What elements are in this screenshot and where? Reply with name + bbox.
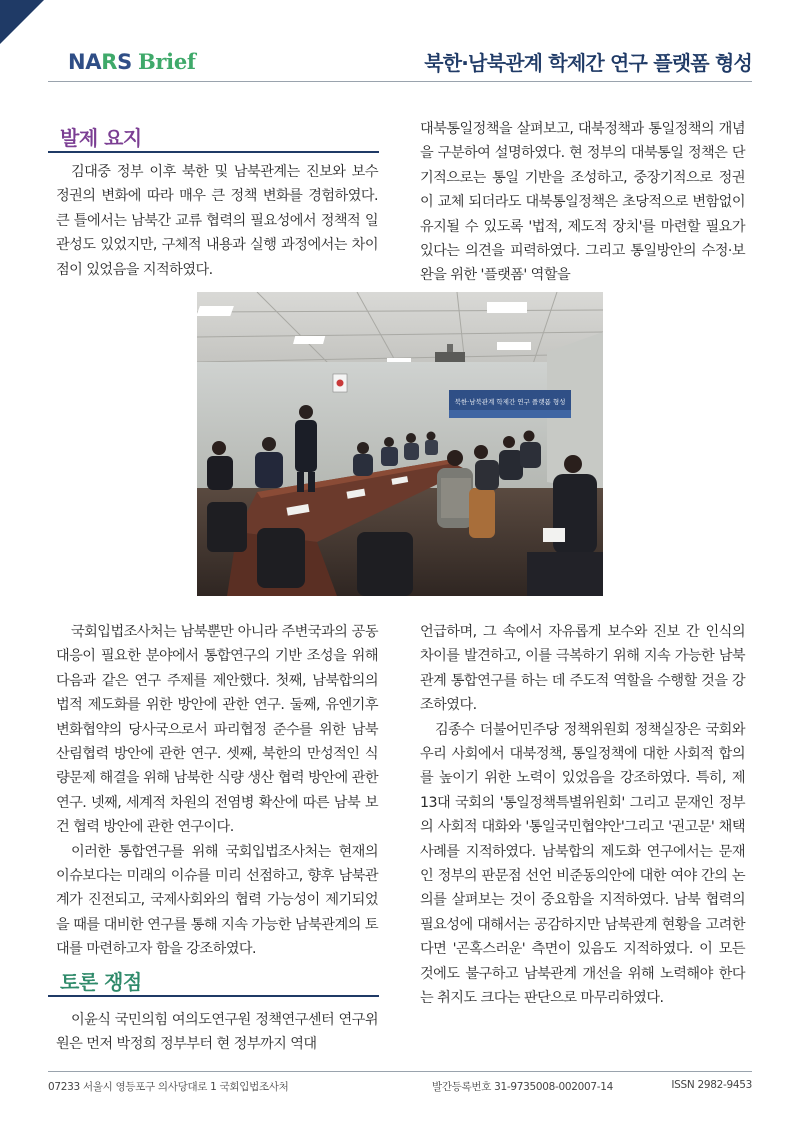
- header-divider: [48, 81, 752, 82]
- paragraph: 국회입법조사처는 남북뿐만 아니라 주변국과의 공동 대응이 필요한 분야에서 통합연구의 기반 조성을 위해 다음과 같은 연구 주제를 제안했다. 첫째, 남북합의의 법적 제도화를 위한 방안에 관한 연구. 둘째, 유엔기후 변화협약의 당사국으로서 파리협정 준수를 위한 남북 산림협력 방안에 관한 연구. 셋째, 북한의 만성적인 식량문제 해결을 위해 남북한 식량 생산 협력 방안에 관한 연구. 넷째, 세계적 차원의 전염병 확산에 따른 남북 보건 협력 방안에 관한 연구이다.: [56, 624, 378, 836]
- section-rule-discussion: [48, 995, 379, 997]
- right-bottom-text: [420, 620, 745, 1011]
- logo-brief: Brief: [137, 49, 196, 74]
- left-discussion-text: [56, 1008, 378, 1057]
- corner-decoration: [0, 0, 44, 44]
- left-top-text: [56, 160, 378, 282]
- section-title-discussion: 토론 쟁점: [60, 970, 142, 994]
- left-bottom-text: [56, 620, 378, 962]
- footer-divider: [48, 1071, 752, 1072]
- footer-issn: ISSN 2982-9453: [671, 1079, 752, 1091]
- section-title-summary: 발제 요지: [60, 126, 142, 150]
- paragraph: 이러한 통합연구를 위해 국회입법조사처는 현재의 이슈보다는 미래의 이슈를 미리 선점하고, 향후 남북관계가 진전되고, 국제사회와의 협력 가능성이 제기되었을 때를 대비한 연구를 통해 지속 가능한 남북관계의 토대를 마련하고자 함을 강조하였다.: [56, 843, 378, 958]
- logo-na: NA: [68, 50, 102, 74]
- logo-r: R: [101, 50, 118, 74]
- footer-address: 07233 서울시 영등포구 의사당대로 1 국회입법조사처: [48, 1081, 289, 1093]
- paragraph: 김종수 더불어민주당 정책위원회 정책실장은 국회와 우리 사회에서 대북정책, 통일정책에 대한 사회적 합의를 높이기 위한 노력이 있었음을 강조하였다. 특히, 제13대 국회의 '통일정책특별위원회' 그리고 문재인 정부의 사회적 대화와 '통일국민협약안'그리고 '권고문' 채택 사례를 지적하였다. 남북합의 제도화 연구에서는 문재인 정부의 판문점 선언 비준동의안에 대한 여야 간의 논의를 살펴보는 것이 중요함을 지적하였다. 남북 협력의 필요성에 대해서는 공감하지만 남북관계 현황을 고려한다면 '곤혹스러운' 측면이 있음도 지적하였다. 이 모든 것에도 불구하고 남북관계 개선을 위해 노력해야 한다는 취지도 크다는 판단으로 마무리하였다.: [420, 721, 745, 1007]
- footer-registration: 발간등록번호 31-9735008-002007-14: [432, 1081, 614, 1093]
- section-rule-summary: [48, 151, 379, 153]
- banner-text: 북한·남북관계 학제간 연구 플랫폼 형성: [454, 398, 566, 406]
- logo-s: S: [117, 50, 132, 74]
- header-title: 북한·남북관계 학제간 연구 플랫폼 형성: [424, 51, 752, 75]
- paragraph: 이윤식 국민의힘 여의도연구원 정책연구센터 연구위원은 먼저 박정희 정부부터 현 정부까지 역대: [56, 1012, 378, 1053]
- right-top-text: [420, 117, 745, 288]
- nars-brief-logo: [68, 49, 196, 74]
- paragraph: 김대중 정부 이후 북한 및 남북관계는 진보와 보수 정권의 변화에 따라 매우 큰 정책 변화를 경험하였다. 큰 틀에서는 남북간 교류 협력의 필요성에서 정책적 일관성도 있었지만, 구체적 내용과 실행 과정에서는 차이점이 있었음을 지적하였다.: [56, 164, 378, 278]
- paragraph: 대북통일정책을 살펴보고, 대북정책과 통일정책의 개념을 구분하여 설명하였다. 현 정부의 대북통일 정책은 단기적으로는 통일 기반을 조성하고, 중장기적으로 정권이 교체 되더라도 대북통일정책은 초당적으로 변함없이 유지될 수 있도록 '법적, 제도적 장치'를 마련할 필요가 있다는 의견을 피력하였다. 그리고 통일방안의 수정·보완을 위한 '플랫폼' 역할을: [420, 121, 745, 284]
- conference-photo: [197, 292, 603, 596]
- paragraph: 언급하며, 그 속에서 자유롭게 보수와 진보 간 인식의 차이를 발견하고, 이를 극복하기 위해 지속 가능한 남북관계 통합연구를 하는 데 주도적 역할을 수행할 것을 강조하였다.: [420, 624, 745, 714]
